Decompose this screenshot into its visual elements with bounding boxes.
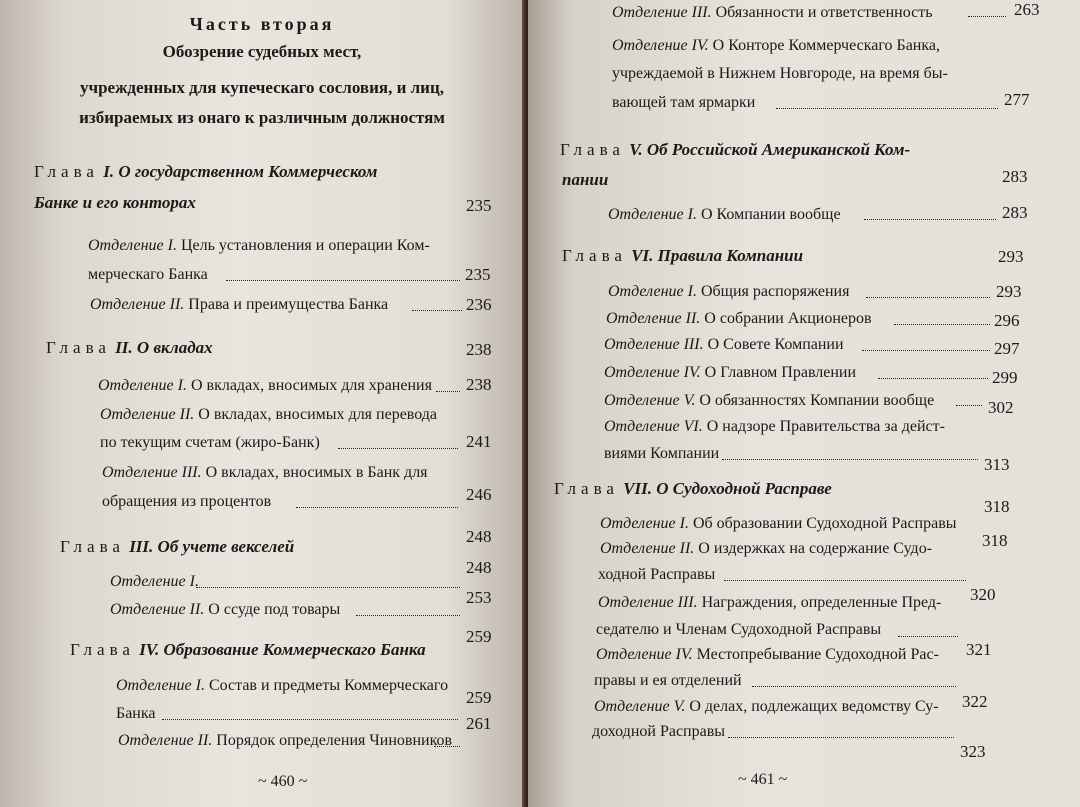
section-entry: Отделение I. Общия распоряжения bbox=[608, 283, 850, 300]
leader-dots bbox=[776, 108, 998, 109]
page-number: 299 bbox=[992, 368, 1018, 387]
left-page bbox=[0, 0, 526, 807]
page-number: 322 bbox=[962, 692, 988, 711]
section-entry: Отделение I. Состав и предметы Коммерческаго bbox=[116, 677, 449, 694]
leader-dots bbox=[412, 310, 462, 311]
page-number: 236 bbox=[466, 295, 492, 314]
section-entry: Отделение II. Права и преимущества Банка bbox=[90, 296, 389, 313]
section-text-cont: доходной Расправы bbox=[592, 723, 726, 740]
chapter-heading: Глава IV. Образование Коммерческаго Банка bbox=[70, 640, 426, 659]
page-number: 277 bbox=[1004, 90, 1030, 109]
section-entry: Отделение V. О делах, подлежащих ведомству Су- bbox=[594, 698, 939, 715]
page-number: 261 bbox=[466, 714, 492, 733]
section-text-cont: ходной Расправы bbox=[598, 566, 716, 583]
page-number: 248 bbox=[466, 558, 492, 577]
section-entry: Отделение II. Порядок определения Чиновников bbox=[118, 732, 453, 749]
section-entry: Отделение II. О издержках на содержание Судо- bbox=[600, 540, 933, 557]
page-number: 318 bbox=[984, 497, 1010, 516]
section-entry: Отделение III. Обязанности и ответственность bbox=[612, 4, 933, 21]
section-entry: Отделение I. bbox=[110, 573, 199, 590]
leader-dots bbox=[752, 686, 956, 687]
section-text-cont: учреждаемой в Нижнем Новгороде, на время бы- bbox=[612, 65, 948, 82]
leader-dots bbox=[338, 448, 458, 449]
page-number: 238 bbox=[466, 340, 492, 359]
leader-dots bbox=[968, 16, 1006, 17]
heading-line: избираемых из онаго к различным должностям bbox=[79, 108, 445, 127]
section-entry: Отделение II. О ссуде под товары bbox=[110, 601, 341, 618]
section-entry: Отделение II. О собрании Акционеров bbox=[606, 310, 872, 327]
page-number: 283 bbox=[1002, 203, 1028, 222]
page-number: 293 bbox=[998, 247, 1024, 266]
chapter-label: Глава bbox=[34, 162, 99, 181]
leader-dots bbox=[226, 280, 460, 281]
page-number: 235 bbox=[465, 265, 491, 284]
page-number: 313 bbox=[984, 455, 1010, 474]
page-number: 318 bbox=[982, 531, 1008, 550]
leader-dots bbox=[162, 719, 458, 720]
leader-dots bbox=[434, 746, 460, 747]
page-number: 248 bbox=[466, 527, 492, 546]
leader-dots bbox=[728, 737, 954, 738]
page-number: 297 bbox=[994, 339, 1020, 358]
page-number: 321 bbox=[966, 640, 992, 659]
page-folio: ~ 460 ~ bbox=[258, 773, 308, 790]
leader-dots bbox=[956, 405, 982, 406]
page-number: 263 bbox=[1014, 0, 1040, 19]
chapter-number: I. bbox=[103, 162, 115, 181]
section-entry: Отделение I. О Компании вообще bbox=[608, 206, 841, 223]
leader-dots bbox=[898, 636, 958, 637]
leader-dots bbox=[296, 507, 458, 508]
section-entry: Отделение III. Награждения, определенные Пред- bbox=[598, 594, 942, 611]
heading-line: учрежденных для купеческаго сословия, и лиц, bbox=[80, 78, 444, 97]
section-text-cont: обращения из процентов bbox=[102, 493, 272, 510]
leader-dots bbox=[862, 350, 990, 351]
heading-line: Обозрение судебных мест, bbox=[162, 42, 362, 61]
section-entry: Отделение I. Об образовании Судоходной Расправы bbox=[600, 515, 957, 532]
section-entry: Отделение IV. О Главном Правлении bbox=[604, 364, 857, 381]
leader-dots bbox=[724, 580, 966, 581]
chapter-title-cont: пании bbox=[562, 170, 609, 189]
section-text-cont: Банка bbox=[116, 705, 156, 722]
page-number: 293 bbox=[996, 282, 1022, 301]
chapter-heading: Глава VI. Правила Компании bbox=[562, 246, 804, 265]
section-text-cont: по текущим счетам (жиро-Банк) bbox=[100, 434, 320, 451]
leader-dots bbox=[864, 219, 996, 220]
chapter-title-cont: Банке и его конторах bbox=[34, 193, 196, 212]
page-number: 246 bbox=[466, 485, 492, 504]
section-text-cont: седателю и Членам Судоходной Расправы bbox=[596, 621, 882, 638]
section-entry: Отделение III. О вкладах, вносимых в Банк для bbox=[102, 464, 428, 481]
page-number: 302 bbox=[988, 398, 1014, 417]
chapter-heading bbox=[34, 162, 377, 182]
chapter-title: О государственном Коммерческом bbox=[118, 162, 378, 181]
leader-dots bbox=[722, 459, 978, 460]
chapter-heading: Глава V. Об Российской Американской Ком- bbox=[560, 140, 911, 159]
section-entry: Отделение IV. О Конторе Коммерческаго Банка, bbox=[612, 37, 940, 54]
chapter-heading: Глава VII. О Судоходной Расправе bbox=[554, 479, 832, 498]
section-entry: Отделение I. Цель установления и операции Ком- bbox=[88, 237, 430, 254]
page-number: 238 bbox=[466, 375, 492, 394]
section-text-cont: вающей там ярмарки bbox=[612, 94, 756, 111]
section-entry: Отделение III. О Совете Компании bbox=[604, 336, 844, 353]
section-text-cont: мерческаго Банка bbox=[88, 266, 208, 283]
section-entry: Отделение VI. О надзоре Правительства за дейст- bbox=[604, 418, 945, 435]
leader-dots bbox=[894, 324, 990, 325]
page-number: 259 bbox=[466, 627, 492, 646]
section-text-cont: правы и ея отделений bbox=[594, 672, 742, 689]
section-text-cont: виями Компании bbox=[604, 445, 720, 462]
page-number: 235 bbox=[466, 196, 492, 215]
right-page bbox=[528, 0, 1080, 807]
page-number: 320 bbox=[970, 585, 996, 604]
leader-dots bbox=[878, 378, 988, 379]
page-number: 259 bbox=[466, 688, 492, 707]
section-entry: Отделение II. О вкладах, вносимых для перевода bbox=[100, 406, 438, 423]
leader-dots bbox=[196, 587, 460, 588]
leader-dots bbox=[436, 391, 460, 392]
page-number: 323 bbox=[960, 742, 986, 761]
page-folio: ~ 461 ~ bbox=[738, 771, 788, 788]
leader-dots bbox=[356, 615, 460, 616]
page-number: 283 bbox=[1002, 167, 1028, 186]
chapter-heading: Глава II. О вкладах bbox=[46, 338, 213, 357]
section-entry: Отделение I. О вкладах, вносимых для хранения bbox=[98, 377, 432, 394]
section-entry: Отделение IV. Местопребывание Судоходной Рас- bbox=[596, 646, 939, 663]
chapter-heading: Глава III. Об учете векселей bbox=[60, 537, 295, 556]
section-entry: Отделение V. О обязанностях Компании вообще bbox=[604, 392, 935, 409]
page-number: 296 bbox=[994, 311, 1020, 330]
leader-dots bbox=[866, 297, 990, 298]
page-number: 253 bbox=[466, 588, 492, 607]
page-number: 241 bbox=[466, 432, 492, 451]
part-title: Часть вторая bbox=[189, 14, 335, 34]
